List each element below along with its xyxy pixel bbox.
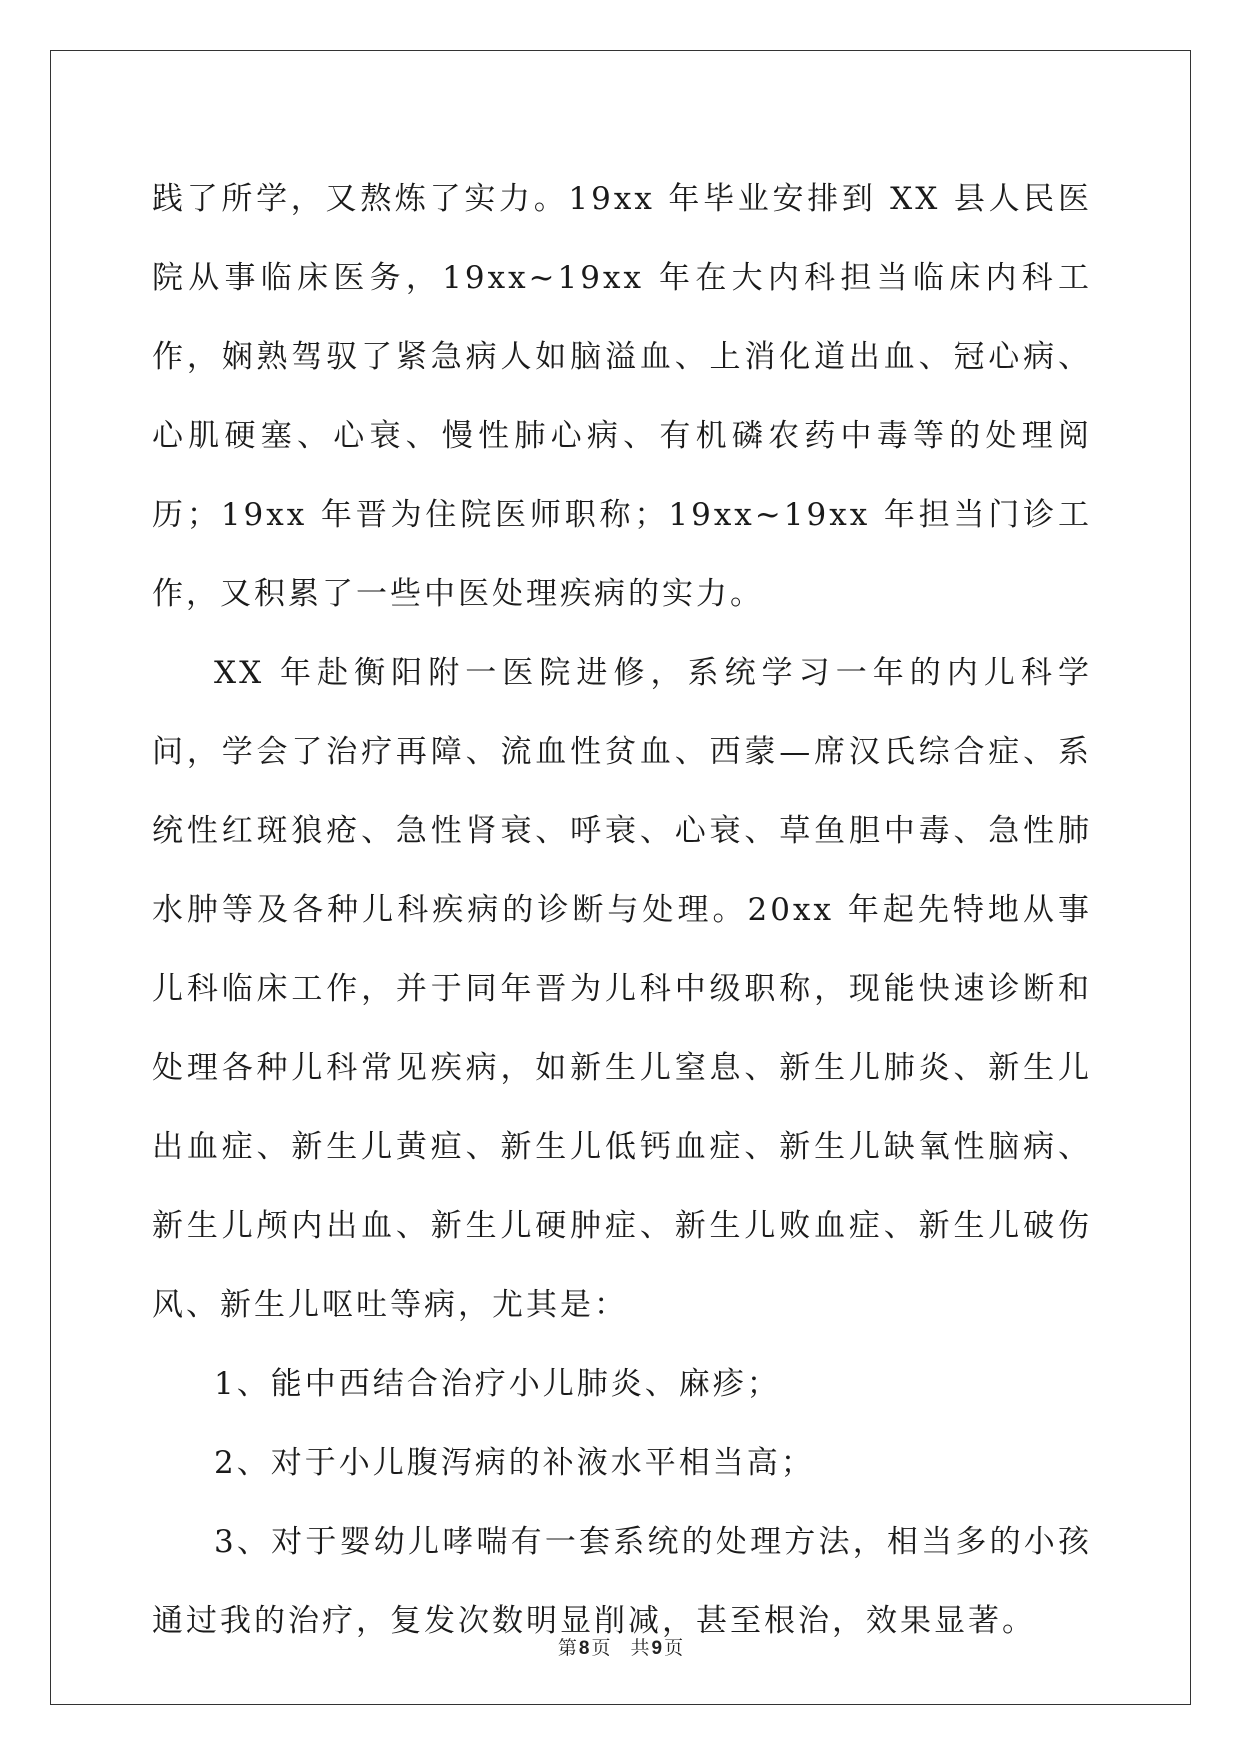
total-pages-number: 9 [651, 1638, 663, 1659]
document-body [152, 160, 1092, 1661]
list-item-1: 1、能中西结合治疗小儿肺炎、麻疹； [214, 1366, 781, 1402]
total-prefix: 共 [630, 1637, 650, 1659]
page-prefix: 第 [557, 1637, 577, 1659]
list-item-3: 3、对于婴幼儿哮喘有一套系统的处理方法，相当多的小孩通过我的治疗，复发次数明显削减，甚至根治，效果显著。 [152, 1524, 1092, 1639]
page-suffix: 页 [591, 1637, 611, 1659]
paragraph-continued: 践了所学，又熬炼了实力。19xx 年毕业安排到 XX 县人民医院从事临床医务，19xx~19xx 年在大内科担当临床内科工作，娴熟驾驭了紧急病人如脑溢血、上消化道出血、冠心病、心肌硬塞、心衰、慢性肺心病、有机磷农药中毒等的处理阅历；19xx 年晋为住院医师职称；19xx~19xx 年担当门诊工作，又积累了一些中医处理疾病的实力。 [152, 181, 1092, 612]
paragraph-training: XX 年赴衡阳附一医院进修，系统学习一年的内儿科学问，学会了治疗再障、流血性贫血、西蒙—席汉氏综合症、系统性红斑狼疮、急性肾衰、呼衰、心衰、草鱼胆中毒、急性肺水肿等及各种儿科疾病的诊断与处理。20xx 年起先特地从事儿科临床工作，并于同年晋为儿科中级职称，现能快速诊断和处理各种儿科常见疾病，如新生儿窒息、新生儿肺炎、新生儿出血症、新生儿黄疸、新生儿低钙血症、新生儿缺氧性脑病、新生儿颅内出血、新生儿硬肿症、新生儿败血症、新生儿破伤风、新生儿呕吐等病，尤其是： [152, 655, 1092, 1323]
list-item-2: 2、对于小儿腹泻病的补液水平相当高； [214, 1445, 815, 1481]
total-suffix: 页 [664, 1637, 684, 1659]
current-page-number: 8 [578, 1638, 590, 1659]
page-footer [0, 1633, 1241, 1660]
